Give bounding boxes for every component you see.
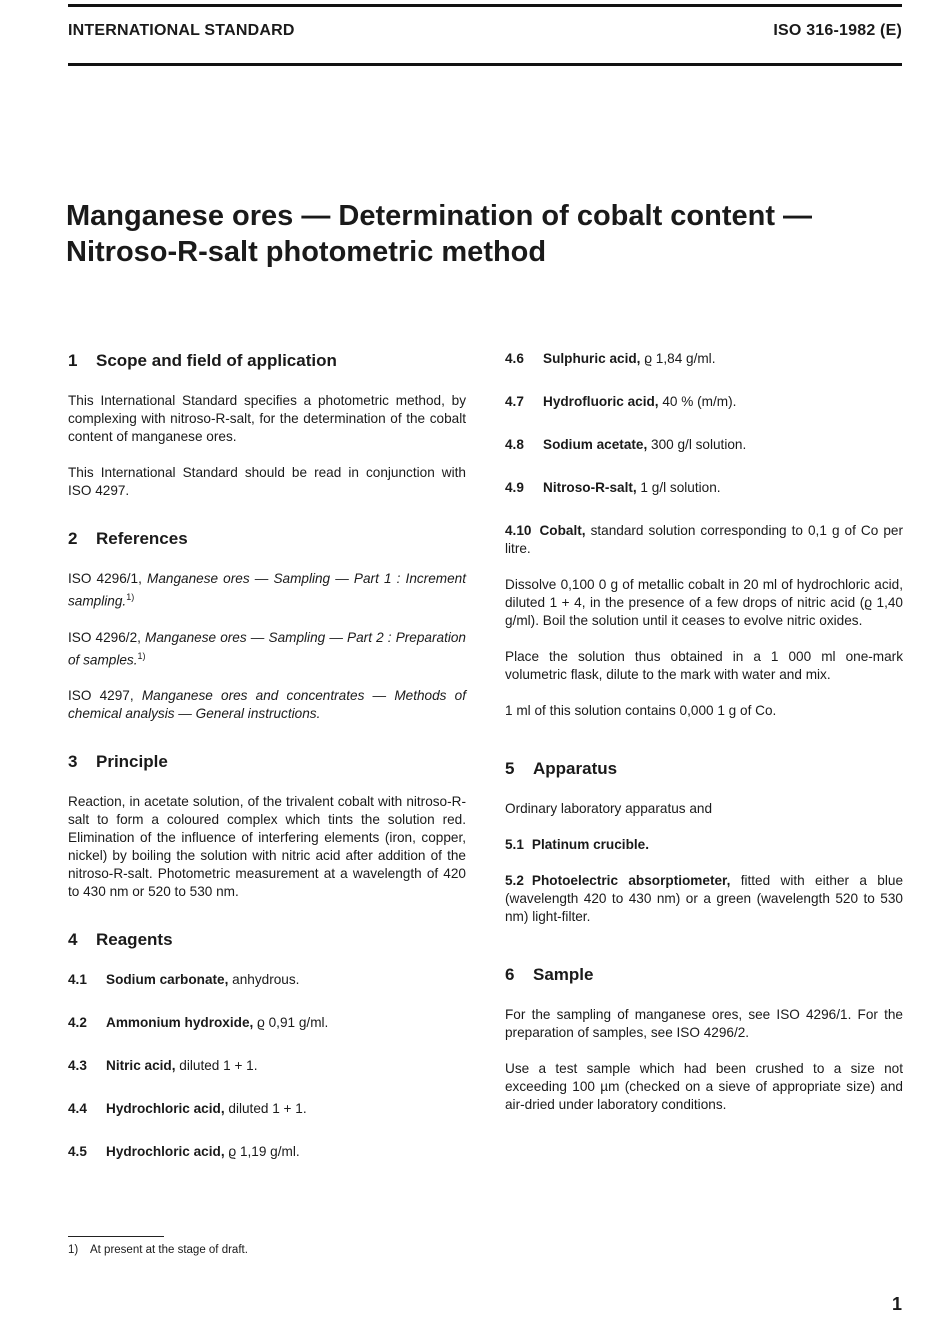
- title-line-1: Manganese ores — Determination of cobalt content —: [66, 200, 813, 232]
- page-number: 1: [891, 1294, 902, 1314]
- reagent-item: 4.6 Sulphuric acid, ϱ 1,84 g/ml.: [505, 351, 716, 366]
- reagent-item: 4.8 Sodium acetate, 300 g/l solution.: [505, 437, 747, 452]
- header-left: INTERNATIONAL STANDARD: [68, 22, 295, 39]
- reagent-4-10-para-2: Place the solution thus obtained in a 1 000 ml one-mark volumetric flask, dilute to the mark with water and mix.: [505, 649, 903, 682]
- section-6-para-1: For the sampling of manganese ores, see ISO 4296/1. For the preparation of samples, see ISO 4296/2.: [505, 1007, 903, 1040]
- section-1-heading: 1 Scope and field of application: [68, 351, 337, 370]
- footnote-rule: [68, 1236, 164, 1237]
- section-6-para-2: Use a test sample which had been crushed to a size not exceeding 100 µm (checked on a sieve of appropriate size) and air-dried under laboratory conditions.: [505, 1061, 903, 1112]
- left-column: [68, 350, 466, 1186]
- title-line-2: Nitroso-R-salt photometric method: [66, 236, 547, 268]
- section-5-heading: 5 Apparatus: [505, 759, 618, 778]
- reagent-4-10-para-3: 1 ml of this solution contains 0,000 1 g of Co.: [505, 703, 777, 718]
- reference-3: ISO 4297, Manganese ores and concentrates — Methods of chemical analysis — General instructions.: [68, 688, 466, 722]
- section-1-para-1: This International Standard specifies a photometric method, by complexing with nitroso-R-salt, for the determination of the cobalt content of manganese ores.: [68, 393, 466, 444]
- reagent-4-10-para-1: Dissolve 0,100 0 g of metallic cobalt in 20 ml of hydrochloric acid, diluted 1 + 4, in the presence of a few drops of nitric acid (ϱ 1,40 g/ml). Boil the solution until it ceases to evolve nitric oxides.: [505, 577, 903, 628]
- top-rule: [68, 4, 902, 7]
- section-3-para: Reaction, in acetate solution, of the trivalent cobalt with nitroso-R-salt to form a coloured complex which tints the solution red. Elimination of the influence of interfering elements (iron, copper, nickel) by boiling the solution with nitric acid after addition of the nitroso-R-salt. Photometric measurement at a wavelength of 420 to 430 nm or 520 to 530 nm.: [68, 794, 466, 900]
- reagent-item: 4.9 Nitroso-R-salt, 1 g/l solution.: [505, 480, 721, 495]
- reference-2: ISO 4296/2, Manganese ores — Sampling — Part 2 : Preparation of samples.$^{1)}$: [68, 629, 466, 668]
- reagent-item: 4.2 Ammonium hydroxide, ϱ 0,91 g/ml.: [68, 1015, 329, 1031]
- section-3-heading: 3 Principle: [68, 752, 168, 772]
- apparatus-5-2: 5.2 Photoelectric absorptiometer, fitted with either a blue (wavelength 420 to 430 nm) or a green (wavelength 520 to 530 nm) light-filter.: [505, 873, 904, 924]
- reagent-item: 4.5 Hydrochloric acid, ϱ 1,19 g/ml.: [68, 1144, 300, 1160]
- section-6-heading: 6 Sample: [505, 965, 594, 984]
- reagent-4-10: 4.10 Cobalt, standard solution corresponding to 0,1 g of Co per litre.: [505, 523, 903, 556]
- reagent-item: 4.3 Nitric acid, diluted 1 + 1.: [68, 1058, 258, 1074]
- footnote: 1) At present at the stage of draft.: [68, 1244, 248, 1256]
- section-4-heading: 4 Reagents: [68, 930, 173, 950]
- reagent-item: 4.1 Sodium carbonate, anhydrous.: [68, 972, 300, 988]
- header-rule: [68, 63, 902, 66]
- right-column: [505, 350, 903, 1132]
- section-1-para-2: This International Standard should be read in conjunction with ISO 4297.: [68, 465, 466, 498]
- reagent-item: 4.4 Hydrochloric acid, diluted 1 + 1.: [68, 1101, 307, 1117]
- reagent-item: 4.7 Hydrofluoric acid, 40 % (m/m).: [505, 394, 737, 409]
- header-right: ISO 316-1982 (E): [773, 22, 902, 39]
- section-2-heading: 2 References: [68, 529, 188, 548]
- reference-1: ISO 4296/1, Manganese ores — Sampling — Part 1 : Increment sampling.$^{1)}$: [68, 571, 466, 609]
- document-title: [66, 198, 886, 270]
- apparatus-5-1: 5.1 Platinum crucible.: [505, 837, 649, 852]
- section-5-para: Ordinary laboratory apparatus and: [505, 801, 713, 816]
